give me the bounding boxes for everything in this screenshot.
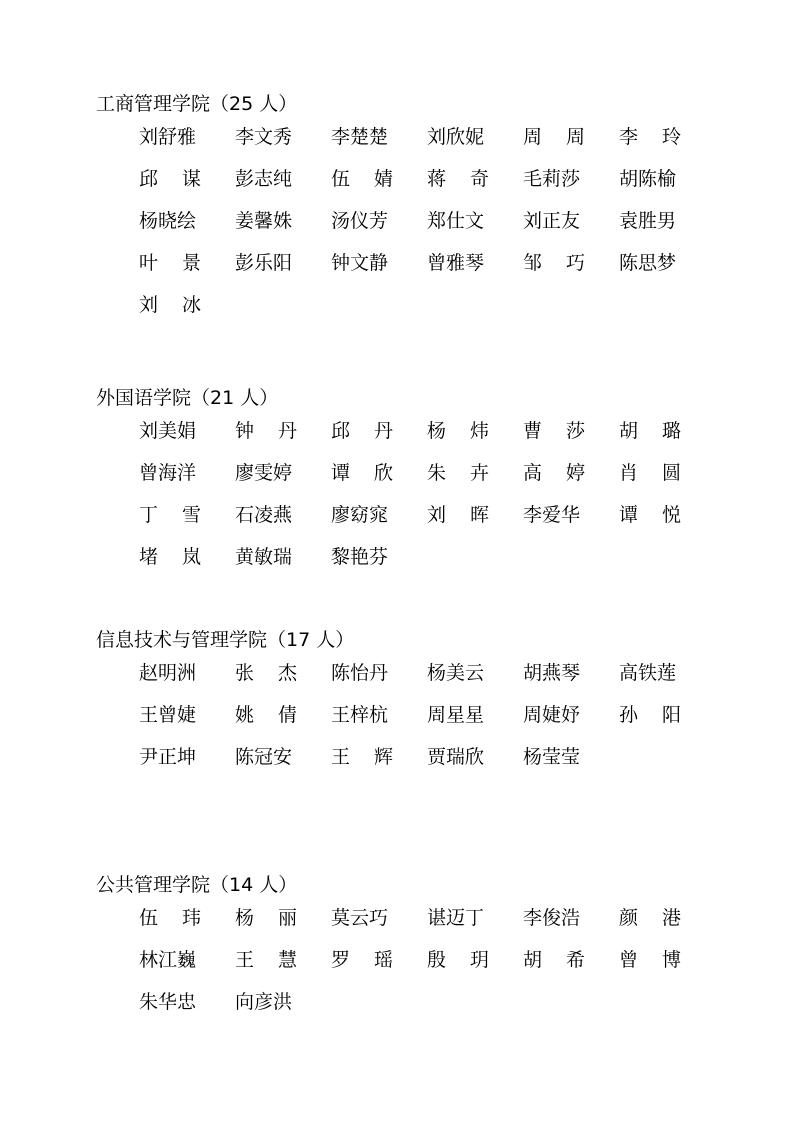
person-name: 周星星 — [427, 704, 485, 726]
name-list — [139, 125, 699, 335]
person-name-text: 邱 丹 — [331, 420, 393, 442]
person-name-text: 殷 玥 — [427, 949, 489, 971]
person-name — [139, 251, 235, 293]
person-name: 杨莹莹 — [523, 746, 581, 768]
person-name — [139, 503, 235, 545]
person-name-text: 肖 圆 — [619, 462, 681, 484]
person-name — [619, 503, 715, 545]
person-name: 贾瑞欣 — [427, 746, 485, 768]
person-name: 曾雅琴 — [427, 252, 485, 274]
person-name: 周婕妤 — [523, 704, 581, 726]
person-name: 钟文静 — [331, 252, 389, 274]
person-name: 胡燕琴 — [523, 662, 581, 684]
person-name-text: 王 慧 — [235, 949, 297, 971]
person-name: 刘美娟 — [139, 420, 197, 442]
person-name — [235, 906, 331, 948]
person-name-text: 孙 阳 — [619, 704, 681, 726]
person-name: 李楚楚 — [331, 126, 389, 148]
section-title: 信息技术与管理学院（17 人） — [96, 629, 355, 651]
person-name: 廖窈窕 — [331, 504, 389, 526]
person-name — [427, 461, 523, 503]
person-name — [331, 745, 427, 787]
person-name-text: 谭 悦 — [619, 504, 681, 526]
person-name: 刘欣妮 — [427, 126, 485, 148]
name-list — [139, 661, 699, 787]
person-name — [235, 703, 331, 745]
person-name: 石凌燕 — [235, 504, 293, 526]
person-name — [427, 167, 523, 209]
person-name: 林江巍 — [139, 949, 197, 971]
person-name — [331, 461, 427, 503]
person-name-text: 谭 欣 — [331, 462, 393, 484]
person-name-text: 邱 谋 — [139, 168, 201, 190]
person-name-text: 叶 景 — [139, 252, 201, 274]
person-name — [139, 545, 235, 587]
person-name-text: 堵 岚 — [139, 546, 201, 568]
person-name: 陈怡丹 — [331, 662, 389, 684]
person-name — [523, 125, 619, 167]
person-name: 黎艳芬 — [331, 546, 389, 568]
person-name — [331, 419, 427, 461]
person-name: 姜馨姝 — [235, 210, 293, 232]
person-name-text: 钟 丹 — [235, 420, 297, 442]
person-name: 胡陈榆 — [619, 168, 677, 190]
person-name: 谌迈丁 — [427, 907, 485, 929]
person-name — [619, 703, 715, 745]
person-name-text: 朱 卉 — [427, 462, 489, 484]
person-name-text: 曾 博 — [619, 949, 681, 971]
person-name-text: 胡 璐 — [619, 420, 681, 442]
person-name — [139, 167, 235, 209]
person-name-text: 高 婷 — [523, 462, 585, 484]
person-name-text: 邹 巧 — [523, 252, 585, 274]
person-name — [427, 419, 523, 461]
person-name-text: 伍 婧 — [331, 168, 393, 190]
section-title: 公共管理学院（14 人） — [96, 874, 298, 896]
person-name — [235, 661, 331, 703]
person-name: 赵明洲 — [139, 662, 197, 684]
person-name-text: 周 周 — [523, 126, 585, 148]
person-name-text: 张 杰 — [235, 662, 297, 684]
person-name — [235, 419, 331, 461]
person-name: 杨美云 — [427, 662, 485, 684]
person-name: 杨晓绘 — [139, 210, 197, 232]
person-name-text: 颜 港 — [619, 907, 681, 929]
name-list — [139, 906, 699, 1032]
person-name — [619, 906, 715, 948]
person-name-text: 曹 莎 — [523, 420, 585, 442]
person-name-text: 姚 倩 — [235, 704, 297, 726]
person-name: 高铁莲 — [619, 662, 677, 684]
person-name-text: 罗 瑶 — [331, 949, 393, 971]
person-name: 曾海洋 — [139, 462, 197, 484]
section-title: 工商管理学院（25 人） — [96, 93, 298, 115]
person-name — [619, 948, 715, 990]
person-name: 汤仪芳 — [331, 210, 389, 232]
person-name-text: 胡 希 — [523, 949, 585, 971]
person-name: 王曾婕 — [139, 704, 197, 726]
person-name: 向彦洪 — [235, 991, 293, 1013]
person-name — [139, 293, 235, 335]
person-name: 郑仕文 — [427, 210, 485, 232]
person-name — [619, 461, 715, 503]
person-name — [331, 948, 427, 990]
person-name — [619, 419, 715, 461]
person-name: 王梓杭 — [331, 704, 389, 726]
section-title: 外国语学院（21 人） — [96, 387, 279, 409]
person-name: 陈思梦 — [619, 252, 677, 274]
person-name: 袁胜男 — [619, 210, 677, 232]
person-name: 李爱华 — [523, 504, 581, 526]
person-name: 陈冠安 — [235, 746, 293, 768]
person-name: 毛莉莎 — [523, 168, 581, 190]
person-name: 朱华忠 — [139, 991, 197, 1013]
person-name: 刘正友 — [523, 210, 581, 232]
person-name-text: 杨 丽 — [235, 907, 297, 929]
person-name — [139, 906, 235, 948]
name-list — [139, 419, 699, 587]
person-name — [235, 948, 331, 990]
person-name-text: 伍 玮 — [139, 907, 201, 929]
person-name — [523, 461, 619, 503]
person-name-text: 刘 冰 — [139, 294, 201, 316]
person-name: 黄敏瑞 — [235, 546, 293, 568]
person-name — [331, 167, 427, 209]
person-name: 莫云巧 — [331, 907, 389, 929]
person-name-text: 杨 炜 — [427, 420, 489, 442]
person-name: 廖雯婷 — [235, 462, 293, 484]
person-name: 彭乐阳 — [235, 252, 293, 274]
person-name — [619, 125, 715, 167]
person-name: 李文秀 — [235, 126, 293, 148]
person-name-text: 刘 晖 — [427, 504, 489, 526]
person-name — [523, 948, 619, 990]
person-name-text: 丁 雪 — [139, 504, 201, 526]
person-name: 尹正坤 — [139, 746, 197, 768]
person-name-text: 王 辉 — [331, 746, 393, 768]
person-name-text: 李 玲 — [619, 126, 681, 148]
person-name — [523, 251, 619, 293]
person-name — [523, 419, 619, 461]
person-name: 李俊浩 — [523, 907, 581, 929]
person-name: 刘舒雅 — [139, 126, 197, 148]
person-name-text: 蒋 奇 — [427, 168, 489, 190]
person-name — [427, 503, 523, 545]
person-name — [427, 948, 523, 990]
person-name: 彭志纯 — [235, 168, 293, 190]
